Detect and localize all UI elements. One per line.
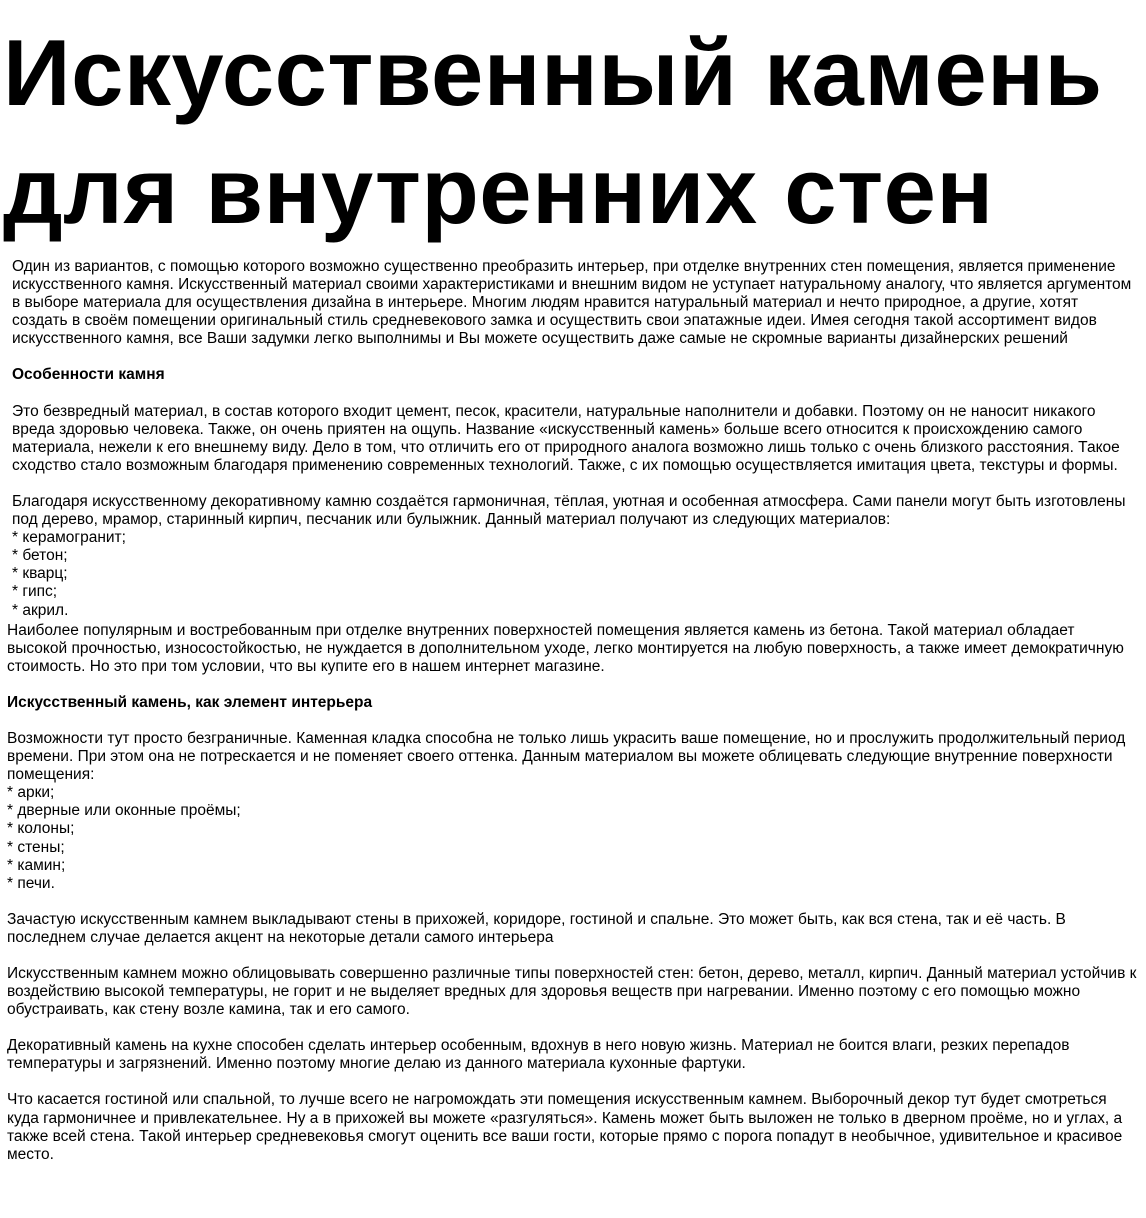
features-paragraph-1: Это безвредный материал, в состав которого входит цемент, песок, красители, натуральные наполнители и добавки. Поэтому он не наносит никакого вреда здоровью человека. Также, он очень приятен на ощупь. Название «искусственный камень» больше всего относится к происхождению самого материала, нежели к его внешнему виду. Дело в том, что отличить его от природного аналога возможно лишь только с очень близкого расстояния. Такое сходство стало возможным благодаря применению современных технологий. Также, с их помощью осуществляется имитация цвета, текстуры и формы. <box>12 402 1120 474</box>
page-title: Искусственный камень для внутренних стен <box>3 20 1103 243</box>
features-paragraph-materials-list: Благодаря искусственному декоративному камню создаётся гармоничная, тёплая, уютная и особенная атмосфера. Сами панели могут быть изготовлены под дерево, мрамор, старинный кирпич, песчаник или булыжник. Данный материал получают из следующих материалов: * керамогранит; * бетон; * кварц; * гипс; * акрил. <box>12 492 1126 619</box>
section-heading-interior: Искусственный камень, как элемент интерьера <box>7 693 373 711</box>
interior-paragraph-kitchen: Декоративный камень на кухне способен сделать интерьер особенным, вдохнув в него новую жизнь. Материал не боится влаги, резких перепадов температуры и загрязнений. Именно поэтому многие делаю из данного материала кухонные фартуки. <box>7 1037 1070 1073</box>
interior-paragraph-rooms: Зачастую искусственным камнем выкладывают стены в прихожей, коридоре, гостиной и спальне. Это может быть, как вся стена, так и её часть. В последнем случае делается акцент на некоторые детали самого интерьера <box>7 910 1066 946</box>
interior-paragraph-surfaces-list: Возможности тут просто безграничные. Каменная кладка способна не только лишь украсить ваше помещение, но и прослужить продолжительный период времени. При этом она не потрескается и не поменяет своего оттенка. Данным материалом вы можете облицевать следующие внутренние поверхности помещения: * арки; * дверные или оконные проёмы; * колоны; * стены; * камин; * печи. <box>7 729 1126 892</box>
interior-paragraph-surface-types: Искусственным камнем можно облицовывать совершенно различные типы поверхностей стен: бетон, дерево, металл, кирпич. Данный материал устойчив к воздействию высокой температуры, не горит и не выделяет вредных для здоровья веществ при нагревании. Именно поэтому с его помощью можно обустраивать, как стену возле камина, так и его самого. <box>7 965 1137 1019</box>
interior-paragraph-living-room: Что касается гостиной или спальной, то лучше всего не нагромождать эти помещения искусственным камнем. Выборочный декор тут будет смотреться куда гармоничнее и привлекательнее. Ну а в прихожей вы можете «разгуляться». Камень может быть выложен не только в дверном проёме, но и углах, а также всей стена. Такой интерьер средневековья смогут оценить все ваши гости, которые прямо с порога попадут в необычное, удивительное и красивое место. <box>7 1091 1123 1163</box>
section-heading-features: Особенности камня <box>12 366 165 384</box>
intro-paragraph: Один из вариантов, с помощью которого возможно существенно преобразить интерьер, при отделке внутренних стен помещения, является применение искусственного камня. Искусственный материал своими характеристиками и внешним видом не уступает натуральному аналогу, что является аргументом в выборе материала для осуществления дизайна в интерьере. Многим людям нравится натуральный материал и нечто природное, а другие, хотят создать в своём помещении оригинальный стиль средневекового замка и осуществить свои эпатажные идеи. Имея сегодня такой ассортимент видов искусственного камня, все Ваши задумки легко выполнимы и Вы можете осуществить даже самые не скромные варианты дизайнерских решений <box>12 258 1132 348</box>
features-paragraph-concrete: Наиболее популярным и востребованным при отделке внутренних поверхностей помещения является камень из бетона. Такой материал обладает высокой прочностью, износостойкостью, не нуждается в дополнительном уходе, легко монтируется на любую поверхность, а также имеет демократичную стоимость. Но это при том условии, что вы купите его в нашем интернет магазине. <box>7 621 1124 675</box>
article-body <box>0 250 1146 1164</box>
